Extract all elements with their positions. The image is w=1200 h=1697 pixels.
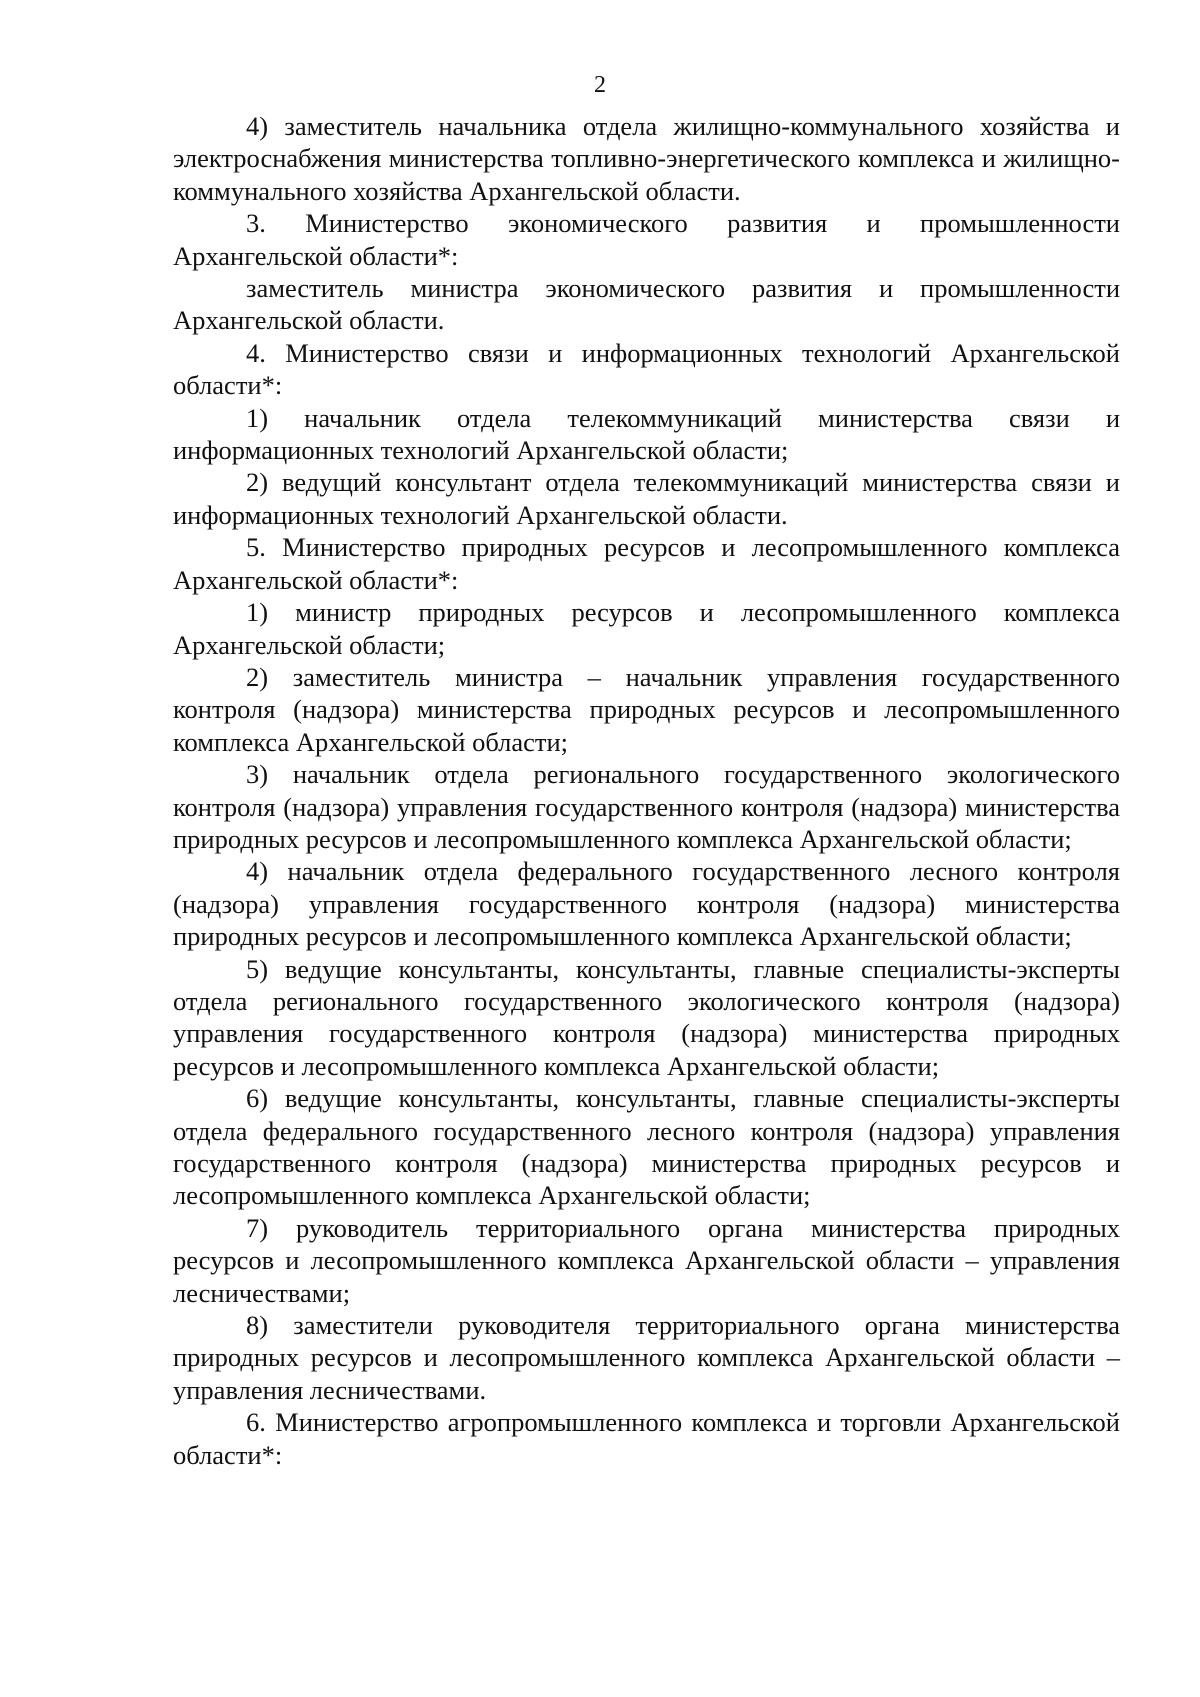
paragraph-deputies-territorial-body: 8) заместители руководителя территориального органа министерства природных ресурсов и лесопромышленного комплекса Архангельской области – управления лесничествами. — [173, 1310, 1120, 1405]
paragraph-consultants-forest: 6) ведущие консультанты, консультанты, главные специалисты-эксперты отдела федерального государственного лесного контроля (надзора) управления государственного контроля (надзора) министерства природных ресурсов и лесопромышленного комплекса Архангельской области; — [173, 1083, 1120, 1211]
paragraph-ministry-communications: 4. Министерство связи и информационных технологий Архангельской области*: — [173, 337, 1120, 401]
paragraph-head-ecological-control: 3) начальник отдела регионального государственного экологического контроля (надзора) управления государственного контроля (надзора) министерства природных ресурсов и лесопромышленного комплекса Архангельской области; — [173, 759, 1120, 854]
paragraph-leading-consultant-telecom: 2) ведущий консультант отдела телекоммуникаций министерства связи и информационных технологий Архангельской области. — [173, 467, 1120, 530]
paragraph-head-telecom-department: 1) начальник отдела телекоммуникаций министерства связи и информационных технологий Архангельской области; — [173, 402, 1120, 466]
page-number: 2 — [594, 72, 606, 98]
paragraph-head-forest-control: 4) начальник отдела федерального государственного лесного контроля (надзора) управления государственного контроля (надзора) министерства природных ресурсов и лесопромышленного комплекса Архангельской области; — [173, 856, 1120, 952]
paragraph-ministry-economic-development: 3. Министерство экономического развития и промышленности Архангельской области*: — [173, 208, 1120, 271]
paragraph-ministry-agro-industrial: 6. Министерство агропромышленного комплекса и торговли Архангельской области*: — [173, 1407, 1120, 1470]
paragraph-ministry-natural-resources: 5. Министерство природных ресурсов и лесопромышленного комплекса Архангельской области*: — [173, 532, 1120, 595]
document-body — [173, 110, 1120, 1471]
paragraph-consultants-ecological: 5) ведущие консультанты, консультанты, главные специалисты-эксперты отдела регионального государственного экологического контроля (надзора) управления государственного контроля (надзора) министерства природных ресурсов и лесопромышленного комплекса Архангельской области; — [173, 953, 1120, 1081]
paragraph-deputy-minister-control: 2) заместитель министра – начальник управления государственного контроля (надзора) министерства природных ресурсов и лесопромышленного комплекса Архангельской области; — [173, 661, 1120, 757]
paragraph-deputy-minister-economic: заместитель министра экономического развития и промышленности Архангельской области. — [173, 273, 1120, 336]
paragraph-minister-natural-resources: 1) министр природных ресурсов и лесопромышленного комплекса Архангельской области; — [173, 597, 1120, 660]
paragraph-item-4-deputy-head-housing: 4) заместитель начальника отдела жилищно-коммунального хозяйства и электроснабжения министерства топливно-энергетического комплекса и жилищно-коммунального хозяйства Архангельской области. — [173, 111, 1120, 206]
paragraph-head-territorial-body: 7) руководитель территориального органа министерства природных ресурсов и лесопромышленного комплекса Архангельской области – управления лесничествами; — [173, 1212, 1120, 1308]
